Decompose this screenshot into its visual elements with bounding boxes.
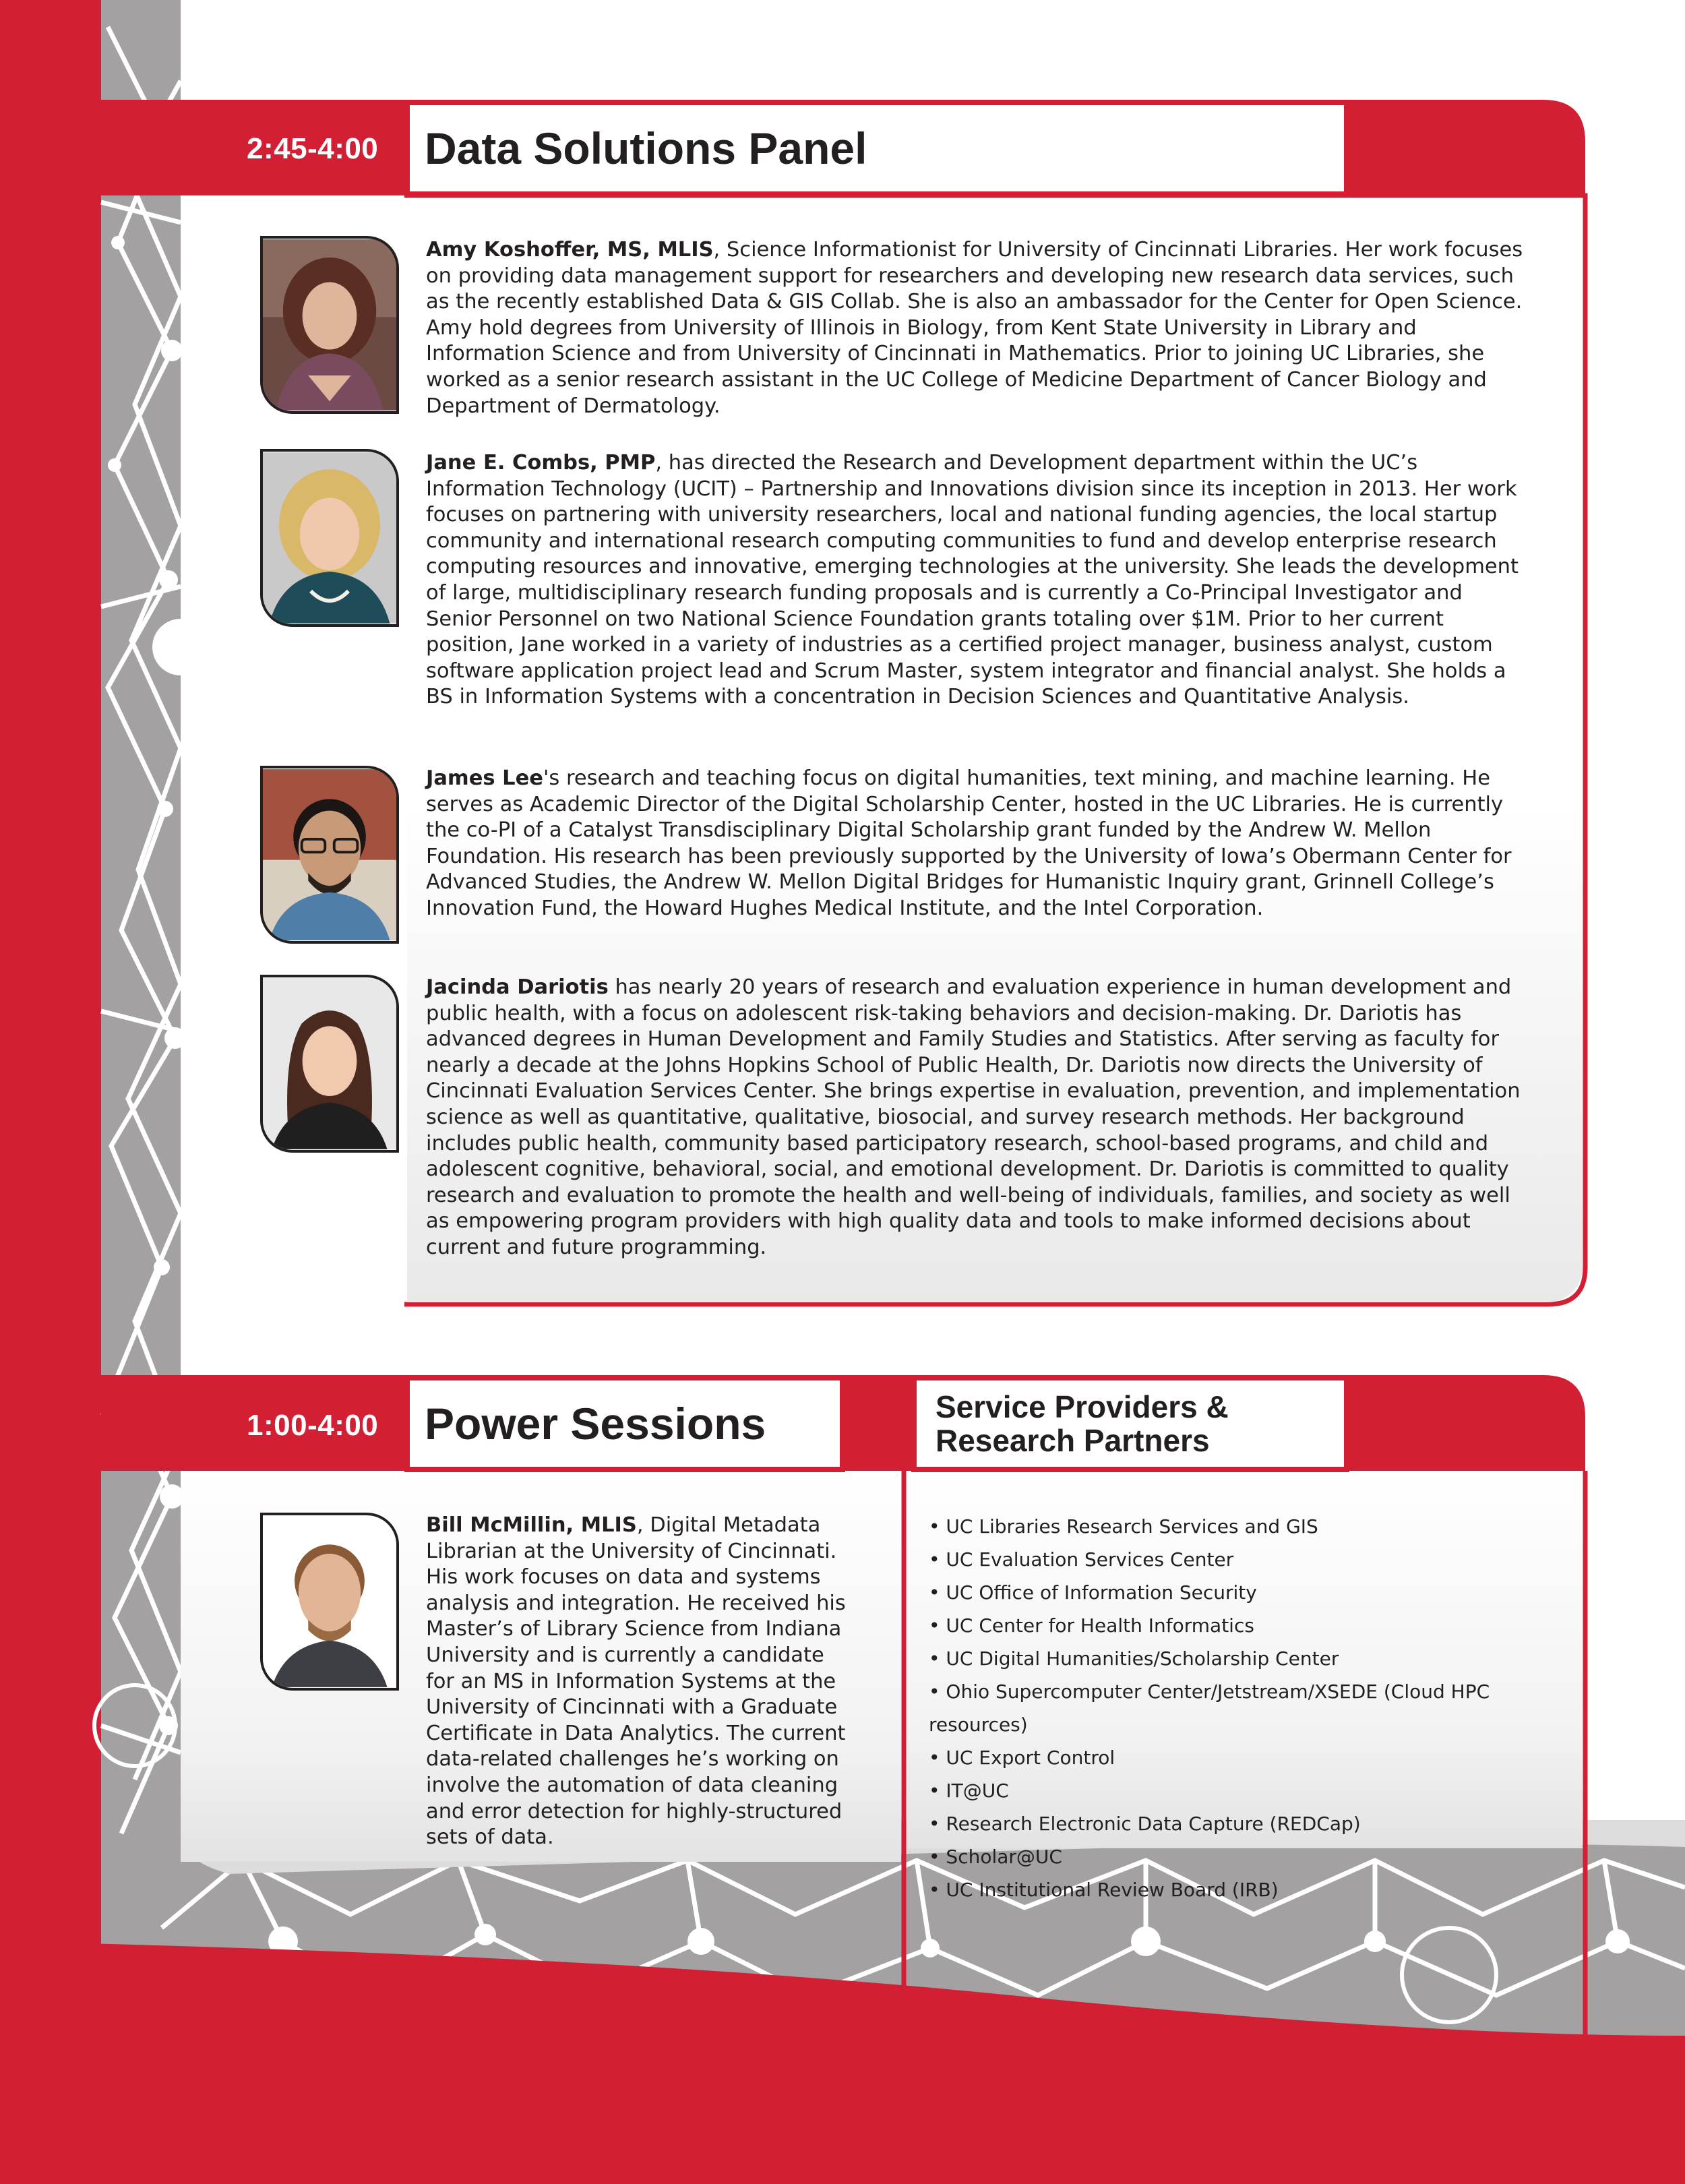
list-item: • UC Libraries Research Services and GIS: [929, 1510, 1562, 1543]
speaker-bio-text: has nearly 20 years of research and evaluation experience in human development and public health, with a focus on adolescent risk-taking behaviors and decision-making. Dr. Dariotis has advanced degrees in Human Development and Family Studies and Statistics. After serving as faculty for nearly a decade at the Johns Hopkins School of Public Health, Dr. Dariotis now directs the University of Cincinnati Evaluation Services Center. She brings expertise in evaluation, prevention, and implementation science as well as quantitative, qualitative, biosocial, and survey research methods. Her background includes public health, community based participatory research, school-based programs, and child and adolescent cognitive, behavioral, social, and emotional development. Dr. Dariotis is committed to quality research and evaluation to promote the health and well-being of individuals, families, and society as well as empowering program providers with high quality data and tools to make informed decisions about current and future programming.: [426, 975, 1521, 1259]
list-item: • Ohio Supercomputer Center/Jetstream/XSEDE (Cloud HPC resources): [929, 1675, 1562, 1741]
list-item: • Scholar@UC: [929, 1840, 1562, 1873]
speaker-name: Jane E. Combs, PMP: [426, 451, 656, 475]
speaker-bio-text: , Science Informationist for University of Cincinnati Libraries. Her work focuses on providing data management support for researchers and developing new research data services, such as the recently established Data & GIS Collab. She is also an ambassador for the Center for Open Science. Amy hold degrees from University of Illinois in Biology, from Kent State University in Library and Information Science and from University of Cincinnati in Mathematics. Prior to joining UC Libraries, she worked as a senior research assistant in the UC College of Medicine Department of Cancer Biology and Department of Dermatology.: [426, 238, 1523, 418]
speaker-bio-james: [426, 766, 1531, 922]
providers-title-box: [911, 1375, 1349, 1472]
list-item: • UC Center for Health Informatics: [929, 1609, 1562, 1642]
speaker-bio-jane: [426, 450, 1531, 710]
panel-title-box: [404, 100, 1349, 197]
speaker-photo-jane: [260, 449, 399, 627]
power-title: Power Sessions: [425, 1399, 766, 1449]
speaker-bio-amy: [426, 237, 1531, 419]
speaker-photo-james: [260, 766, 399, 944]
speaker-name: James Lee: [426, 766, 543, 790]
speaker-bio-text: 's research and teaching focus on digital humanities, text mining, and machine learning. He serves as Academic Director of the Digital Scholarship Center, hosted in the UC Libraries. He is currently the co-PI of a Catalyst Transdisciplinary Digital Scholarship grant funded by the Andrew W. Mellon Foundation. His research has been previously supported by the University of Iowa’s Obermann Center for Advanced Studies, the Andrew W. Mellon Digital Bridges for Humanistic Inquiry grant, Grinnell College’s Innovation Fund, the Howard Hughes Medical Institute, and the Intel Corporation.: [426, 766, 1512, 920]
list-item: • UC Institutional Review Board (IRB): [929, 1873, 1562, 1906]
power-title-box: [404, 1375, 845, 1472]
speaker-photo-amy: [260, 236, 399, 414]
list-item: • UC Evaluation Services Center: [929, 1543, 1562, 1576]
speaker-bio-jacinda: [426, 975, 1531, 1261]
speaker-bio-bill: [426, 1513, 851, 1851]
panel-title: Data Solutions Panel: [425, 123, 867, 173]
speaker-bio-text: , Digital Metadata Librarian at the University of Cincinnati. His work focuses on data and systems analysis and integration. He received his Master’s of Library Science from Indiana University and is currently a candidate for an MS in Information Systems at the University of Cincinnati with a Graduate Certificate in Data Analytics. The current data-related challenges he’s working on involve the automation of data cleaning and error detection for highly-structured sets of data.: [426, 1513, 846, 1850]
speaker-name: Amy Koshoffer, MS, MLIS: [426, 238, 714, 262]
providers-title-line2: Research Partners: [936, 1423, 1210, 1458]
power-time: 1:00-4:00: [247, 1409, 379, 1442]
list-item: • UC Export Control: [929, 1741, 1562, 1774]
panel-time: 2:45-4:00: [247, 132, 379, 165]
speaker-name: Bill McMillin, MLIS: [426, 1513, 637, 1537]
list-item: • UC Digital Humanities/Scholarship Center: [929, 1642, 1562, 1675]
providers-title: [936, 1390, 1229, 1457]
speaker-bio-text: , has directed the Research and Development department within the UC’s Information Technology (UCIT) – Partnership and Innovations division since its inception in 2013. Her work focuses on partnering with university researchers, local and national funding agencies, the local startup community and international research computing communities to fund and develop enterprise research computing resources and innovative, emerging technologies at the university. She leads the development of large, multidisciplinary research funding proposals and is currently a Co-Principal Investigator and Senior Personnel on two National Science Foundation grants totaling over $1M. Prior to her current position, Jane worked in a variety of industries as a certified project manager, business analyst, custom software application project lead and Scrum Master, system integrator and financial analyst. She holds a BS in Information Systems with a concentration in Decision Sciences and Quantitative Analysis.: [426, 451, 1519, 709]
list-item: • Research Electronic Data Capture (REDCap): [929, 1807, 1562, 1840]
speaker-photo-bill: [260, 1513, 399, 1691]
providers-title-line1: Service Providers &: [936, 1389, 1229, 1424]
speaker-photo-jacinda: [260, 975, 399, 1153]
providers-list: [929, 1510, 1562, 1906]
speaker-name: Jacinda Dariotis: [426, 975, 609, 999]
list-item: • IT@UC: [929, 1774, 1562, 1807]
list-item: • UC Office of Information Security: [929, 1576, 1562, 1609]
